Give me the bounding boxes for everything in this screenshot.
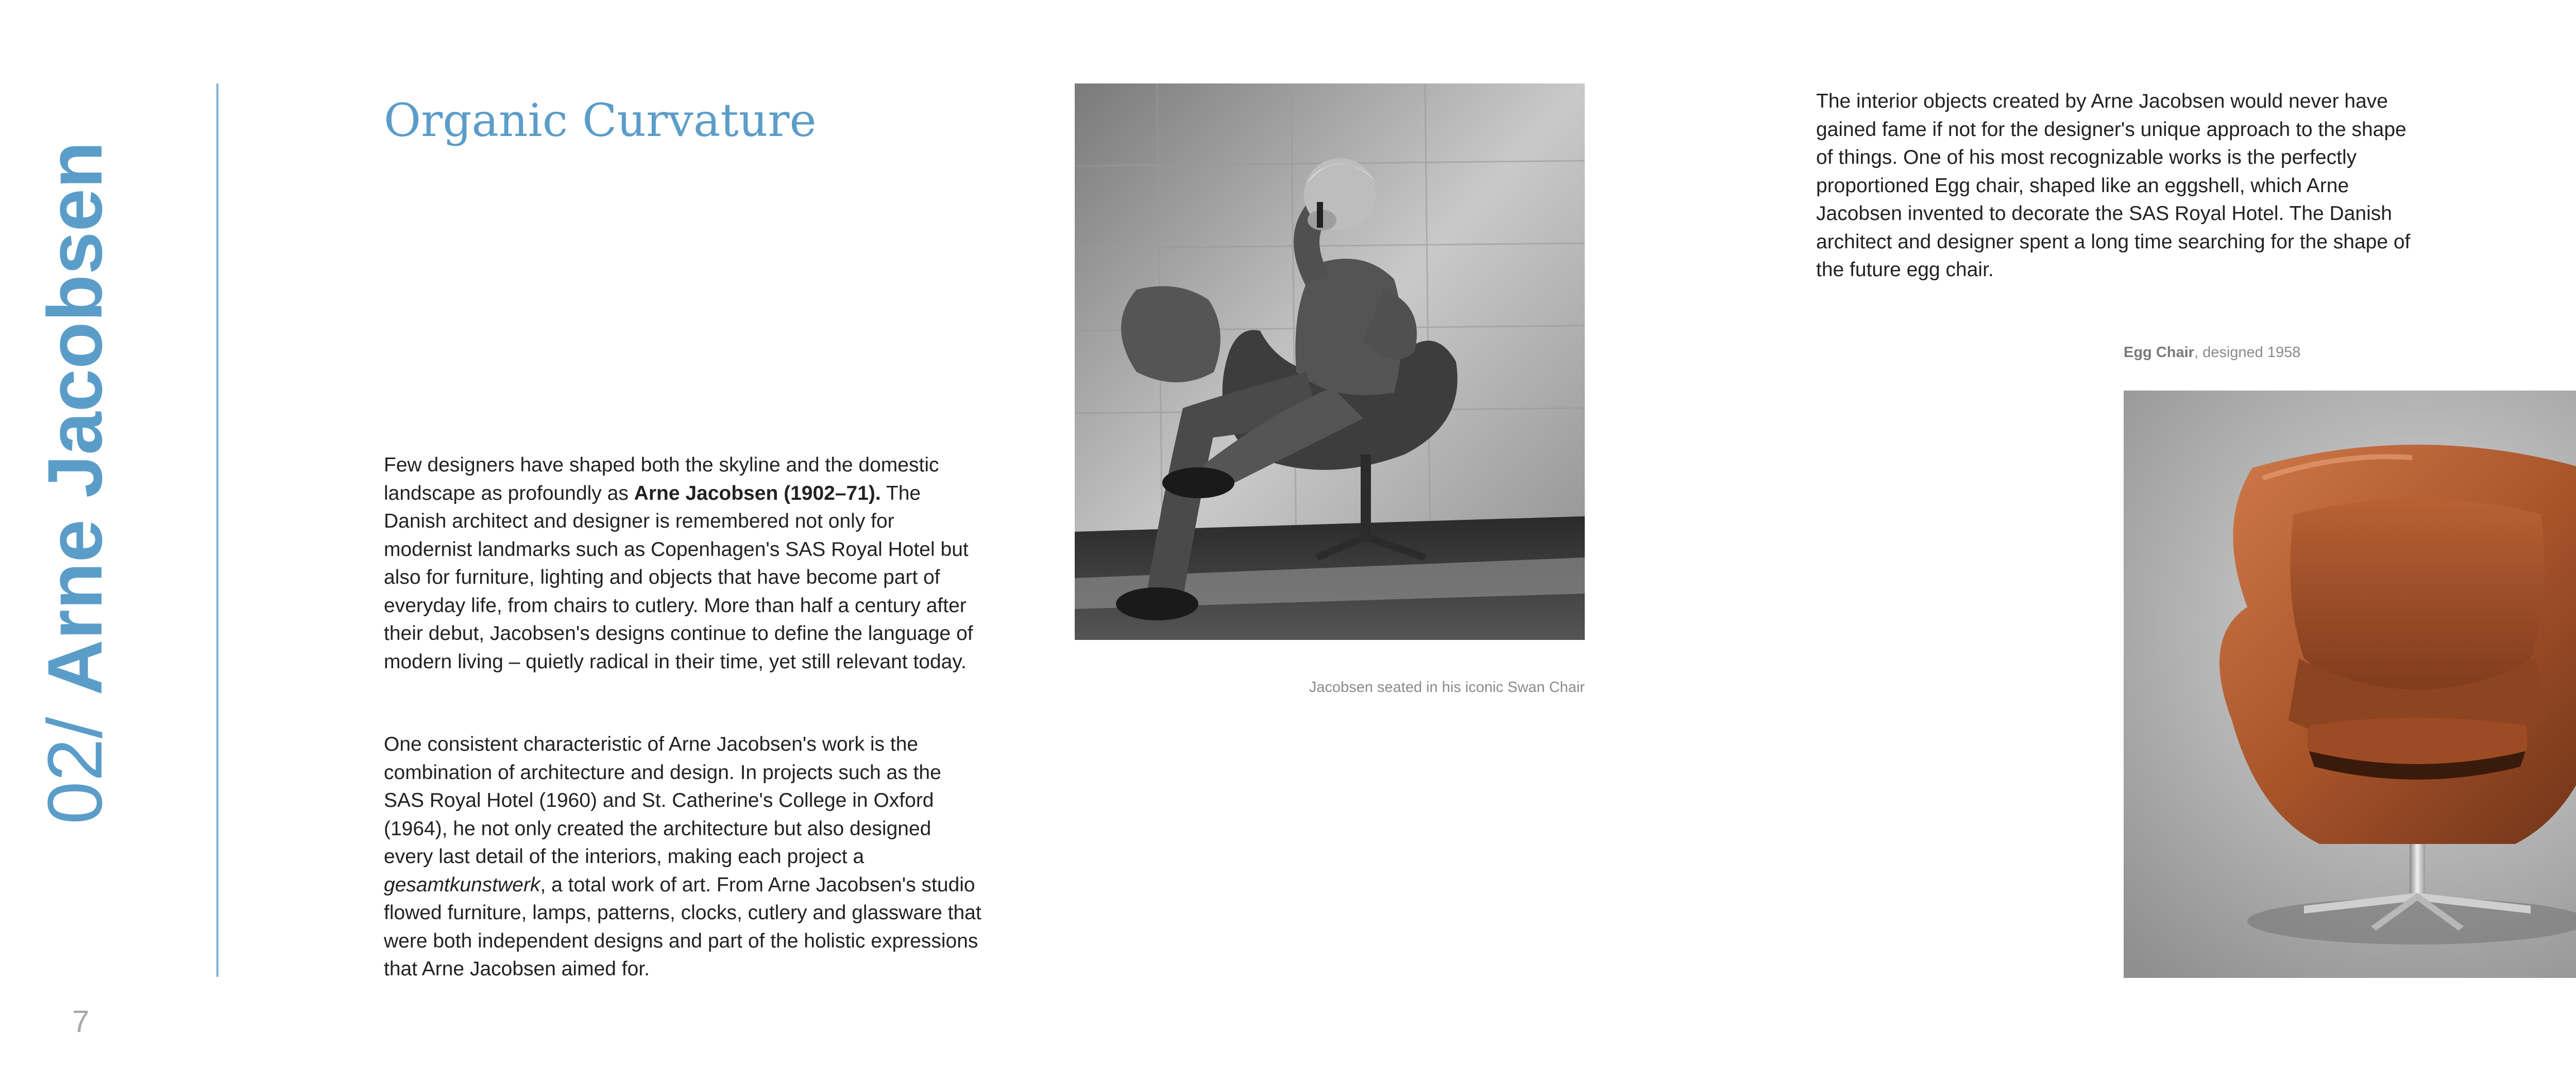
egg-chair-name: Egg Chair	[2124, 344, 2194, 361]
egg-chair-photo	[2124, 391, 2576, 978]
egg-chair-caption	[2124, 344, 2300, 361]
second-paragraph	[384, 731, 981, 984]
para2-text-a: One consistent characteristic of Arne Jacobsen's work is the combination of architecture and design. In projects such as the SAS Royal Hotel (1960) and St. Catherine's College in Oxford (1964), he not only created the architecture but also designed every last detail of the interiors, making each project a	[384, 733, 941, 868]
para1-text-a: Few designers have shaped both the skyline and the domestic landscape as profoundly as	[384, 454, 939, 504]
para1-bold: Arne Jacobsen (1902–71).	[634, 482, 881, 504]
para2-italic: gesamtkunstwerk	[384, 873, 540, 896]
intro-paragraph	[384, 451, 981, 676]
vertical-divider	[216, 83, 218, 977]
egg-chair-date: , designed 1958	[2194, 344, 2301, 361]
para1-text-b: The Danish architect and designer is remembered not only for modernist landmarks such as Copenhagen's SAS Royal Hotel but also for furniture, lighting and objects that have become part of everyday life, from chairs to cutlery. More than half a century after their debut, Jacobsen's designs continue to define the language of modern living – quietly radical in their time, yet still relevant today.	[384, 482, 973, 673]
right-intro-paragraph: The interior objects created by Arne Jacobsen would never have gained fame if not for the designer's unique approach to the shape of things. One of his most recognizable works is the perfectly proportioned Egg chair, shaped like an eggshell, which Arne Jacobsen invented to decorate the SAS Royal Hotel. The Danish architect and designer spent a long time searching for the shape of the future egg chair.	[1816, 90, 2411, 281]
vertical-section-title	[31, 141, 118, 824]
section-number: 02/	[31, 717, 118, 824]
portrait-illustration	[1075, 83, 1585, 640]
page-number-left: 7	[72, 1004, 90, 1039]
portrait-caption: Jacobsen seated in his iconic Swan Chair	[1309, 679, 1585, 696]
portrait-photo	[1075, 83, 1585, 640]
section-name: Arne Jacobsen	[31, 141, 118, 696]
page-title: Organic Curvature	[384, 94, 817, 147]
egg-chair-illustration	[2124, 391, 2576, 978]
para2-text-b: , a total work of art. From Arne Jacobsen's studio flowed furniture, lamps, patterns, clocks, cutlery and glassware that were both independent designs and part of the holistic expressions that Arne Jacobsen aimed for.	[384, 873, 981, 980]
